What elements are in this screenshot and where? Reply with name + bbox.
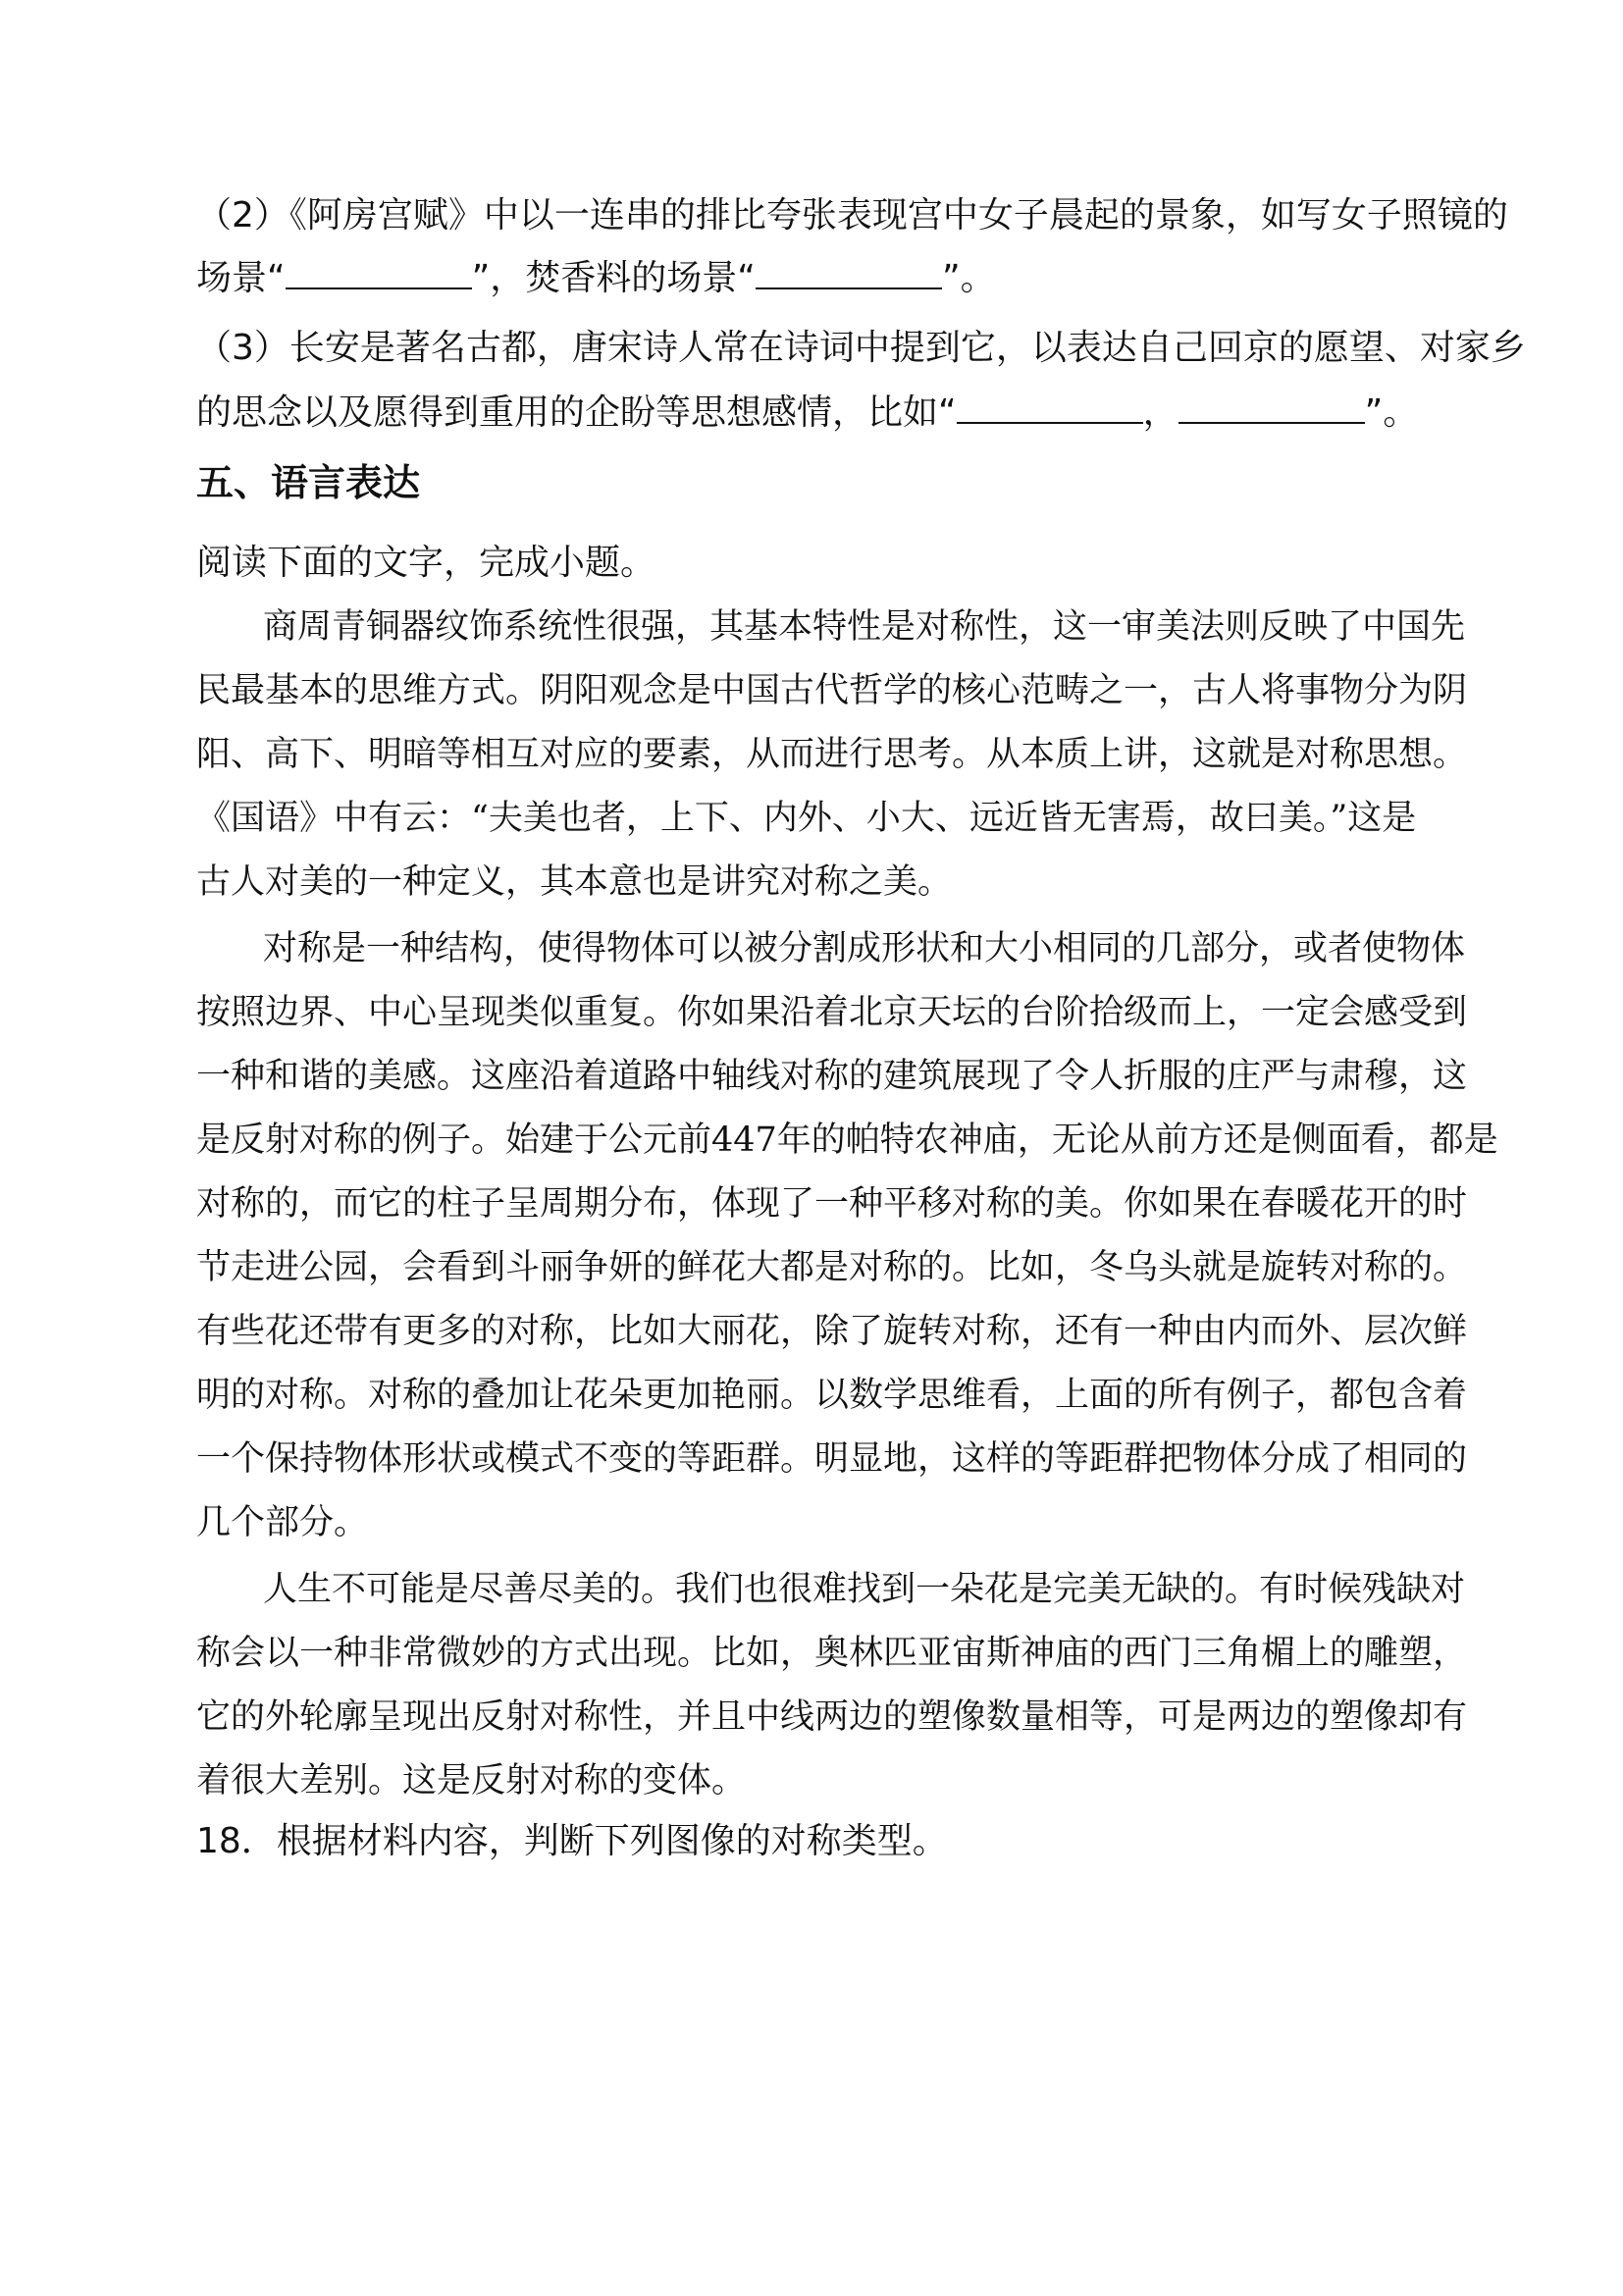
q3-line-2 bbox=[196, 391, 1433, 435]
q2-text-a: 场景“ bbox=[196, 258, 286, 298]
passage-p2-line: 对称的，而它的柱子呈周期分布，体现了一种平移对称的美。你如果在春暖花开的时 bbox=[196, 1184, 1468, 1224]
reading-instruction: 阅读下面的文字，完成小题。 bbox=[196, 543, 656, 583]
passage-p2-line: 是反射对称的例子。始建于公元前447年的帕特农神庙，无论从前方还是侧面看，都是 bbox=[196, 1121, 1498, 1160]
passage-p2-line: 按照边界、中心呈现类似重复。你如果沿着北京天坛的台阶拾级而上，一定会感受到 bbox=[196, 993, 1468, 1032]
section-heading: 五、语言表达 bbox=[196, 461, 421, 504]
answer-blank-mirror[interactable] bbox=[286, 258, 472, 289]
passage-p3-line: 它的外轮廓呈现出反射对称性，并且中线两边的塑像数量相等，可是两边的塑像却有 bbox=[196, 1697, 1468, 1737]
answer-blank-incense[interactable] bbox=[756, 258, 942, 289]
passage-p1-line: 古人对美的一种定义，其本意也是讲究对称之美。 bbox=[196, 862, 953, 902]
q2-line-2 bbox=[196, 257, 1433, 300]
passage-p2-line: 节走进公园，会看到斗丽争妍的鲜花大都是对称的。比如，冬乌头就是旋转对称的。 bbox=[196, 1248, 1468, 1287]
passage-p3-line: 人生不可能是尽善尽美的。我们也很难找到一朵花是完美无缺的。有时候残缺对 bbox=[263, 1570, 1466, 1609]
passage-p2-line: 对称是一种结构，使得物体可以被分割成形状和大小相同的几部分，或者使物体 bbox=[263, 929, 1466, 968]
q2-text-b: ”，焚香料的场景“ bbox=[471, 258, 756, 298]
passage-p1-line: 民最基本的思维方式。阴阳观念是中国古代哲学的核心范畴之一，古人将事物分为阴 bbox=[196, 671, 1468, 710]
passage-p2-line: 一种和谐的美感。这座沿着道路中轴线对称的建筑展现了令人折服的庄严与肃穆，这 bbox=[196, 1057, 1468, 1096]
passage-p3-line: 称会以一种非常微妙的方式出现。比如，奥林匹亚宙斯神庙的西门三角楣上的雕塑， bbox=[196, 1634, 1468, 1673]
q3-text-c: ”。 bbox=[1364, 392, 1419, 433]
q2-text-c: ”。 bbox=[941, 258, 996, 298]
passage-p2-line: 明的对称。对称的叠加让花朵更加艳丽。以数学思维看，上面的所有例子，都包含着 bbox=[196, 1376, 1468, 1415]
q2-line-1: （2）《阿房宫赋》中以一连串的排比夸张表现宫中女子晨起的景象，如写女子照镜的 bbox=[196, 195, 1508, 235]
passage-p2-line: 一个保持物体形状或模式不变的等距群。明显地，这样的等距群把物体分成了相同的 bbox=[196, 1439, 1468, 1479]
passage-p2-line: 有些花还带有更多的对称，比如大丽花，除了旋转对称，还有一种由内而外、层次鲜 bbox=[196, 1312, 1468, 1351]
question-18: 18．根据材料内容，判断下列图像的对称类型。 bbox=[196, 1821, 948, 1861]
answer-blank-changan-1[interactable] bbox=[957, 392, 1143, 424]
q3-text-a: 的思念以及愿得到重用的企盼等思想感情，比如“ bbox=[196, 392, 957, 433]
passage-p1-line: 商周青铜器纹饰系统性很强，其基本特性是对称性，这一审美法则反映了中国先 bbox=[263, 607, 1466, 647]
passage-p1-line: 《国语》中有云：“夫美也者，上下、内外、小大、远近皆无害焉，故曰美。”这是 bbox=[196, 799, 1417, 838]
passage-p3-line: 着很大差别。这是反射对称的变体。 bbox=[196, 1761, 747, 1800]
passage-p1-line: 阳、高下、明暗等相互对应的要素，从而进行思考。从本质上讲，这就是对称思想。 bbox=[196, 735, 1468, 774]
q3-line-1: （3）长安是著名古都，唐宋诗人常在诗词中提到它，以表达自己回京的愿望、对家乡 bbox=[196, 328, 1526, 368]
q3-text-b: ， bbox=[1142, 392, 1178, 433]
answer-blank-changan-2[interactable] bbox=[1178, 392, 1365, 424]
passage-p2-line: 几个部分。 bbox=[196, 1503, 369, 1542]
